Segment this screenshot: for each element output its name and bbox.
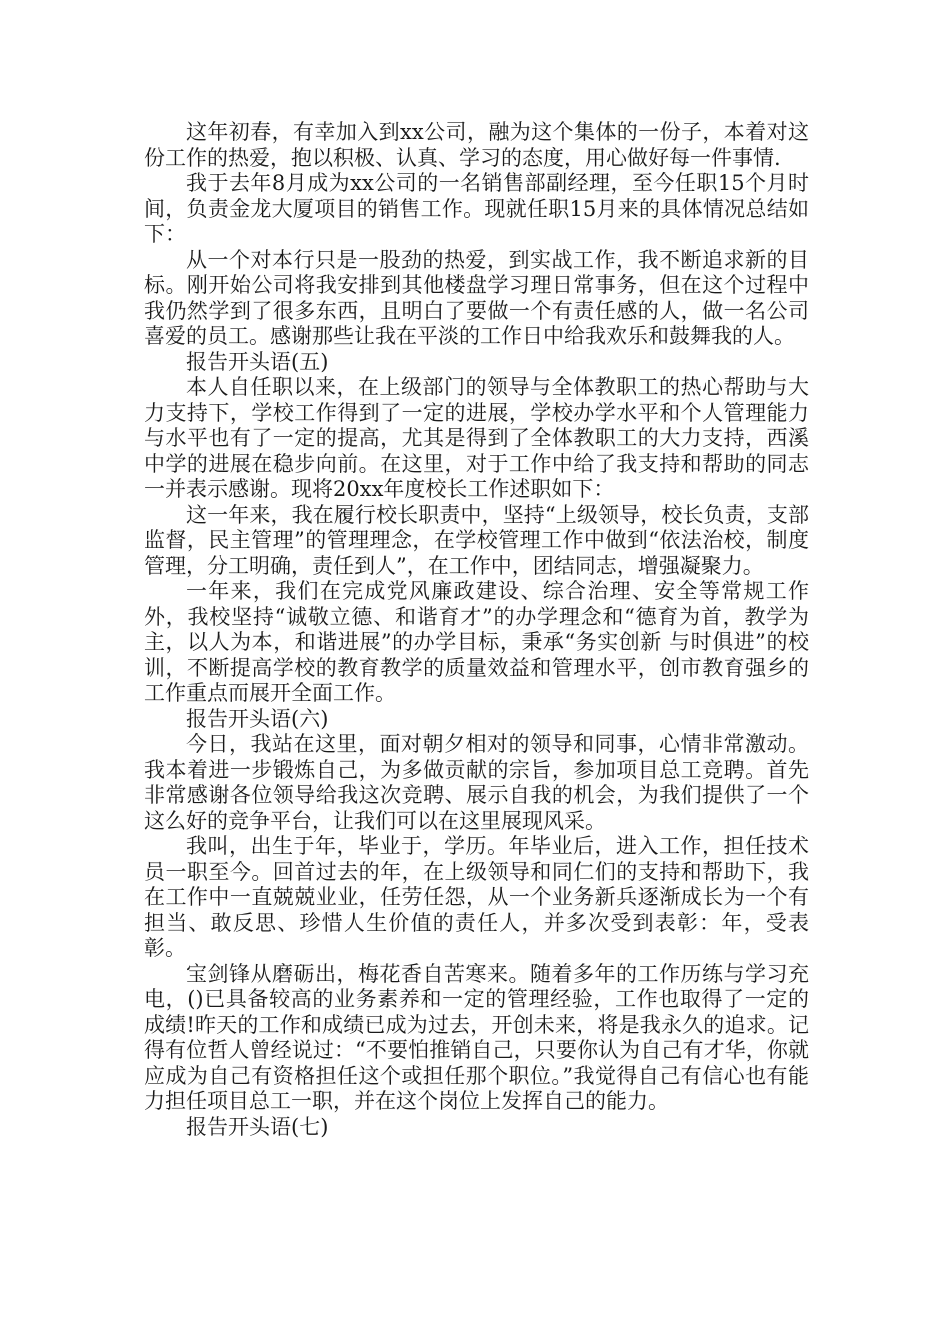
section-heading: 报告开头语(七) [186, 1114, 329, 1139]
paragraph: 我叫，出生于年，毕业于，学历。年毕业后，进入工作，担任技术员一职至今。回首过去的年，在上级领导和同仁们的支持和帮助下，我在工作中一直兢兢业业，任劳任怨，从一个业务新兵逐渐成长为一个有担当、敢反思、珍惜人生价值的责任人，并多次受到表彰：年，受表彰。 [144, 834, 809, 960]
paragraph: 今日，我站在这里，面对朝夕相对的领导和同事，心情非常激动。我本着进一步锻炼自己，为多做贡献的宗旨，参加项目总工竞聘。首先非常感谢各位领导给我这次竞聘、展示自我的机会，为我们提供了一个这么好的竞争平台，让我们可以在这里展现风采。 [144, 732, 809, 833]
paragraph: 一年来，我们在完成党风廉政建设、综合治理、安全等常规工作外，我校坚持“诚敬立德、和谐育才”的办学理念和“德育为首，教学为主，以人为本，和谐进展”的办学目标，秉承“务实创新 与时俱进”的校训，不断提高学校的教育教学的质量效益和管理水平，创市教育强乡的工作重点而展开全面工作。 [144, 579, 809, 705]
paragraph: 宝剑锋从磨砺出，梅花香自苦寒来。随着多年的工作历练与学习充电，()已具备较高的业务素养和一定的管理经验，工作也取得了一定的成绩!昨天的工作和成绩已成为过去，开创未来，将是我永久的追求。记得有位哲人曾经说过：“不要怕推销自己，只要你认为自己有才华，你就应成为自己有资格担任这个或担任那个职位。”我觉得自己有信心也有能力担任项目总工一职，并在这个岗位上发挥自己的能力。 [144, 961, 809, 1113]
section-heading: 报告开头语(六) [186, 706, 329, 731]
paragraph: 这一年来，我在履行校长职责中，坚持“上级领导，校长负责，支部监督，民主管理”的管理理念，在学校管理工作中做到“依法治校，制度管理，分工明确，责任到人”，在工作中，团结同志，增强凝聚力。 [144, 502, 809, 578]
paragraph: 从一个对本行只是一股劲的热爱，到实战工作，我不断追求新的目标。刚开始公司将我安排到其他楼盘学习理日常事务，但在这个过程中我仍然学到了很多东西，且明白了要做一个有责任感的人，做一名公司喜爱的员工。感谢那些让我在平淡的工作日中给我欢乐和鼓舞我的人。 [144, 247, 809, 348]
paragraph: 我于去年8月成为xx公司的一名销售部副经理，至今任职15个月时间，负责金龙大厦项目的销售工作。现就任职15月来的具体情况总结如下： [144, 171, 809, 246]
document-body [144, 120, 809, 1140]
paragraph: 这年初春，有幸加入到xx公司，融为这个集体的一份子，本着对这份工作的热爱，抱以积极、认真、学习的态度，用心做好每一件事情. [144, 120, 809, 170]
paragraph: 本人自任职以来，在上级部门的领导与全体教职工的热心帮助与大力支持下，学校工作得到了一定的进展，学校办学水平和个人管理能力与水平也有了一定的提高，尤其是得到了全体教职工的大力支持，西溪中学的进展在稳步向前。在这里，对于工作中给了我支持和帮助的同志一并表示感谢。现将20xx年度校长工作述职如下： [144, 375, 809, 501]
section-heading: 报告开头语(五) [186, 349, 329, 374]
